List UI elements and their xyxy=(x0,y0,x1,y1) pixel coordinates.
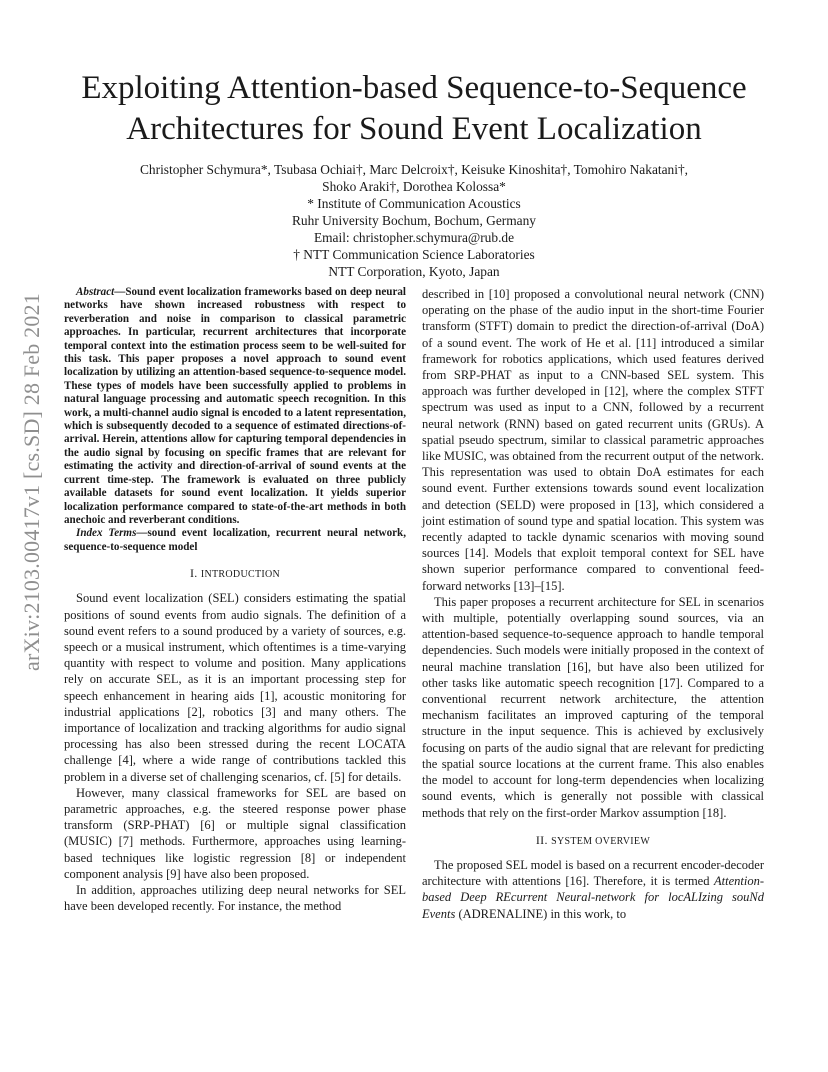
section-title: INTRODUCTION xyxy=(200,569,281,581)
authors-line-2: Shoko Araki†, Dorothea Kolossa* xyxy=(322,179,506,194)
intro-paragraph-1: Sound event localization (SEL) considers estimating the spatial positions of sound events from audio signals. The definition of a sound event refers to a sound produced by a variety of sources, e.g. speech or a musical instrument, which oftentimes is a time-varying quantity with respect to volume and position. Many applications rely on accurate SEL, as it is an important processing step for speech enhancement in hearing aids [1], acoustic monitoring for industrial applications [2], robotics [3] and many others. The importance of localization and tracking algorithms for audio signal processing has also been stressed during the recent LOCATA challenge [4], where a wide range of contributions tackled this problem in a diverse set of challenging scenarios, cf. [5] for details. xyxy=(64,591,406,784)
paper-title xyxy=(60,68,768,150)
authors-line-1: Christopher Schymura*, Tsubasa Ochiai†, Marc Delcroix†, Keisuke Kinoshita†, Tomohiro Nakatani†, xyxy=(139,162,689,177)
right-paragraph-1: described in [10] proposed a convolutional neural network (CNN) operating on the phase of the audio input in the short-time Fourier transform (STFT) domain to predict the direction-of-arrival (DoA) of a sound event. The work of He et al. [11] introduced a similar framework for robotics applications, which used features derived from SRP-PHAT as input to a CNN-based SEL system. This approach was further developed in [12], where the complex STFT spectrum was used as input to a CNN, followed by a recurrent neural network (RNN) based on gated recurrent units (GRUs). A spatial pseudo spectrum, similar to classical parametric approaches like MUSIC, was obtained from the recurrent output of the network. This representation was used to obtain DoA estimates for each sound event. Further extensions towards sound event localization and detection (SELD) were proposed in [13], which considered a joint estimation of sound type and spatial location. This system was recently adapted to tackle dynamic scenarios with moving sound sources [14]. Models that exploit temporal context for SEL have shown superior performance compared to conventional feed-forward networks [13]–[15]. xyxy=(422,287,764,593)
affiliation-email: Email: christopher.schymura@rub.de xyxy=(313,230,515,245)
right-column xyxy=(422,286,764,922)
paragraph-text-start: The proposed SEL model is based on a recurrent encoder-decoder architecture with attentions [16]. Therefore, it is termed xyxy=(422,857,764,889)
affiliation-line-4: † NTT Communication Science Laboratories xyxy=(293,247,535,262)
system-overview-paragraph xyxy=(422,857,764,922)
model-name-expansion: Attention-based Deep REcurrent Neural-network for locALIzing souNd Events xyxy=(422,874,764,921)
title-line-2: Architectures for Sound Event Localization xyxy=(126,111,702,147)
arxiv-sidebar xyxy=(12,292,52,672)
affiliation-line-1: * Institute of Communication Acoustics xyxy=(307,196,521,211)
index-terms-label: Index Terms xyxy=(76,527,137,540)
title-line-1: Exploiting Attention-based Sequence-to-Sequence xyxy=(81,70,747,106)
index-terms-text: —sound event localization, recurrent neural network, sequence-to-sequence model xyxy=(64,527,406,553)
section-number: II. xyxy=(535,832,548,847)
abstract-text: —Sound event localization frameworks based on deep neural networks have shown increased robustness with respect to reverberation and noise in comparison to classical parametric approaches. In particular, recurrent architectures that incorporate temporal context into the estimation process seem to be well-suited for this task. This paper proposes a novel approach to sound event localization by utilizing an attention-based sequence-to-sequence model. These types of models have been successfully applied to problems in natural language processing and automatic speech recognition. In this work, a multi-channel audio signal is encoded to a latent representation, which is subsequently decoded to a sequence of estimated directions-of-arrival. Herein, attentions allow for capturing temporal dependencies in the audio signal by focusing on specific frames that are relevant for estimating the activity and direction-of-arrival of sound events at the current time-step. The framework is evaluated on three publicly available datasets for sound event localization. It yields superior localization performance compared to state-of-the-art methods in both anechoic and reverberant conditions. xyxy=(64,286,406,526)
section-heading-introduction xyxy=(64,565,406,583)
abstract xyxy=(64,286,406,527)
right-paragraph-2: This paper proposes a recurrent architecture for SEL in scenarios with multiple, potentially overlapping sound sources, via an attention-based sequence-to-sequence approach to handle temporal dependencies. Such models were initially proposed in the context of neural machine translation [16], but have also been utilized for other tasks like automatic speech recognition [17]. Compared to a conventional recurrent network architecture, the attention mechanism facilitates an improved capturing of the temporal structure in the input sequence. This is achieved by exclusively focusing on parts of the audio signal that are relevant for predicting the spatial source locations at the current frame. This also enables the model to account for long-term dependencies when localizing sound events, which is generally not possible with classical methods that rely on the first-order Markov assumption [18]. xyxy=(422,594,764,820)
intro-paragraph-3: In addition, approaches utilizing deep neural networks for SEL have been developed recently. For instance, the method xyxy=(64,882,406,914)
section-heading-system-overview xyxy=(422,832,764,850)
section-number: I. xyxy=(189,566,198,581)
section-title: SYSTEM OVERVIEW xyxy=(551,835,651,847)
intro-paragraph-2: However, many classical frameworks for SEL are based on parametric approaches, e.g. the steered response power phase transform (SRP-PHAT) [6] or multiple signal classification (MUSIC) [7] methods. Furthermore, approaches using learning-based techniques like logistic regression [8] or independent component analysis [9] have also been proposed. xyxy=(64,785,406,881)
index-terms xyxy=(64,527,406,554)
paragraph-text-end: (ADRENALINE) in this work, to xyxy=(455,906,627,921)
author-block xyxy=(60,161,768,280)
left-column xyxy=(64,286,406,914)
affiliation-line-5: NTT Corporation, Kyoto, Japan xyxy=(328,264,500,279)
affiliation-line-2: Ruhr University Bochum, Bochum, Germany xyxy=(292,213,536,228)
arxiv-identifier: arXiv:2103.00417v1 [cs.SD] 28 Feb 2021 xyxy=(19,293,44,671)
abstract-label: Abstract xyxy=(76,286,115,298)
